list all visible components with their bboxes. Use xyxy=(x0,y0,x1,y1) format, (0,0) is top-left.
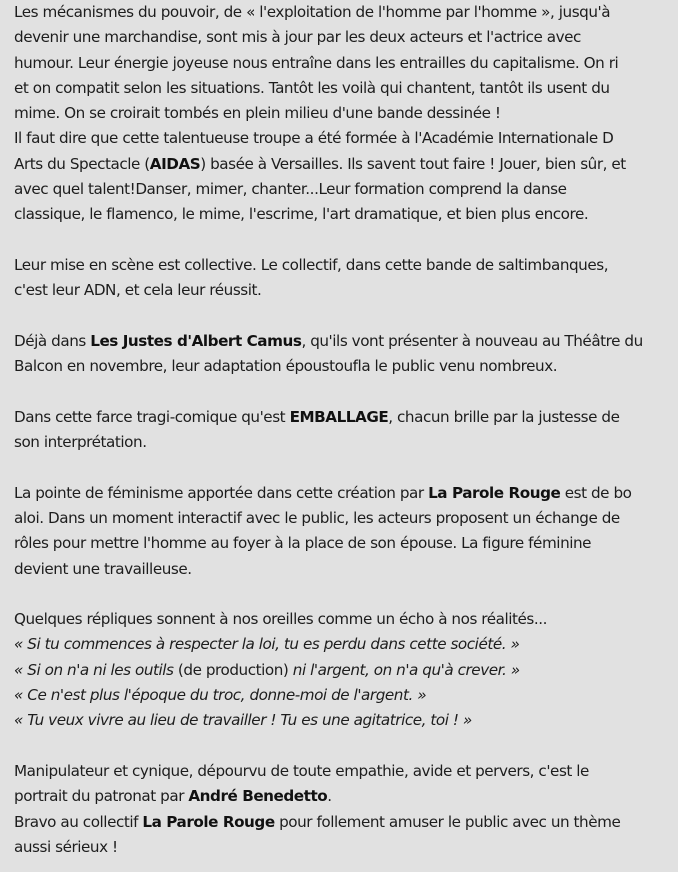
text-run: Les mécanismes du pouvoir, de « l'exploitation de l'homme par l'homme », jusqu'à xyxy=(14,3,611,21)
text-run: La pointe de féminisme apportée dans cette création par xyxy=(14,483,429,502)
text-run: rôles pour mettre l'homme au foyer à la place de son épouse. La figure féminine xyxy=(14,534,592,553)
text-line xyxy=(14,405,678,430)
text-run: Il faut dire que cette talentueuse troupe a été formée à l'Académie Internationale D xyxy=(14,129,614,148)
text-line xyxy=(14,152,678,177)
text-line xyxy=(14,607,678,632)
quoted-line: « Si on n'a ni les outils xyxy=(14,660,174,679)
bold-phrase: La Parole Rouge xyxy=(428,483,561,502)
bold-phrase: AIDAS xyxy=(149,154,201,173)
text-run: . xyxy=(327,787,332,806)
text-line xyxy=(14,253,678,278)
text-line xyxy=(14,0,678,25)
paragraph-gap xyxy=(14,455,678,480)
text-run: Bravo au collectif xyxy=(14,812,143,831)
text-run: classique, le flamenco, le mime, l'escrime, l'art dramatique, et bien plus encore. xyxy=(14,205,589,224)
text-line xyxy=(14,658,678,683)
text-line xyxy=(14,202,678,227)
quoted-line: « Tu veux vivre au lieu de travailler ! Tu es une agitatrice, toi ! » xyxy=(14,711,472,730)
paragraph-gap xyxy=(14,734,678,759)
text-line xyxy=(14,481,678,506)
bold-phrase: EMBALLAGE xyxy=(289,407,389,426)
text-run: aloi. Dans un moment interactif avec le public, les acteurs proposent un échange de xyxy=(14,508,620,527)
text-run: , chacun brille par la justesse de xyxy=(388,407,620,426)
paragraph-gap xyxy=(14,379,678,404)
text-line xyxy=(14,76,678,101)
text-line xyxy=(14,632,678,657)
text-line xyxy=(14,278,678,303)
text-run: Déjà dans xyxy=(14,331,91,350)
text-run: devient une travailleuse. xyxy=(14,559,192,578)
bold-phrase: Les Justes d'Albert Camus xyxy=(90,331,302,350)
quoted-line: « Si tu commences à respecter la loi, tu es perdu dans cette société. » xyxy=(14,635,520,654)
text-line xyxy=(14,51,678,76)
paragraph-gap xyxy=(14,304,678,329)
text-line xyxy=(14,810,678,835)
text-line xyxy=(14,759,678,784)
text-run: est de bo xyxy=(560,483,632,502)
text-run: humour. Leur énergie joyeuse nous entraîne dans les entrailles du capitalisme. On ri xyxy=(14,53,619,72)
text-run: portrait du patronat par xyxy=(14,787,189,806)
bold-phrase: André Benedetto xyxy=(188,787,328,806)
text-run: Leur mise en scène est collective. Le collectif, dans cette bande de saltimbanques, xyxy=(14,255,609,274)
text-run: et on compatit selon les situations. Tantôt les voilà qui chantent, tantôt ils usent du xyxy=(14,78,610,97)
text-line xyxy=(14,708,678,733)
text-run: mime. On se croirait tombés en plein milieu d'une bande dessinée ! xyxy=(14,104,501,123)
text-line xyxy=(14,557,678,582)
quoted-line: ni l'argent, on n'a qu'à crever. » xyxy=(292,660,520,679)
text-run: pour follement amuser le public avec un thème xyxy=(274,812,621,831)
text-run: Arts du Spectacle ( xyxy=(14,154,150,173)
text-line xyxy=(14,101,678,126)
text-run: aussi sérieux ! xyxy=(14,837,118,856)
text-line xyxy=(14,683,678,708)
text-run: son interprétation. xyxy=(14,433,147,452)
text-line xyxy=(14,430,678,455)
text-line xyxy=(14,531,678,556)
text-run: Balcon en novembre, leur adaptation époustoufla le public venu nombreux. xyxy=(14,357,558,376)
text-run: Quelques répliques sonnent à nos oreilles comme un écho à nos réalités... xyxy=(14,610,548,629)
text-line xyxy=(14,25,678,50)
text-run: devenir une marchandise, sont mis à jour par les deux acteurs et l'actrice avec xyxy=(14,28,581,47)
bold-phrase: La Parole Rouge xyxy=(142,812,275,831)
text-run: Dans cette farce tragi-comique qu'est xyxy=(14,407,290,426)
text-run: c'est leur ADN, et cela leur réussit. xyxy=(14,281,262,300)
text-run: , qu'ils vont présenter à nouveau au Théâtre du xyxy=(301,331,643,350)
text-line xyxy=(14,835,678,860)
text-line xyxy=(14,177,678,202)
paragraph-gap xyxy=(14,228,678,253)
text-line xyxy=(14,329,678,354)
text-run: avec quel talent!Danser, mimer, chanter...Leur formation comprend la danse xyxy=(14,180,567,199)
text-line xyxy=(14,126,678,151)
text-run: ) basée à Versailles. Ils savent tout faire ! Jouer, bien sûr, et xyxy=(200,154,626,173)
text-line xyxy=(14,506,678,531)
article-body xyxy=(14,0,678,860)
quoted-line: « Ce n'est plus l'époque du troc, donne-moi de l'argent. » xyxy=(14,686,427,705)
text-run: Manipulateur et cynique, dépourvu de toute empathie, avide et pervers, c'est le xyxy=(14,761,589,780)
text-line xyxy=(14,354,678,379)
text-run: (de production) xyxy=(173,660,293,679)
paragraph-gap xyxy=(14,582,678,607)
text-line xyxy=(14,784,678,809)
